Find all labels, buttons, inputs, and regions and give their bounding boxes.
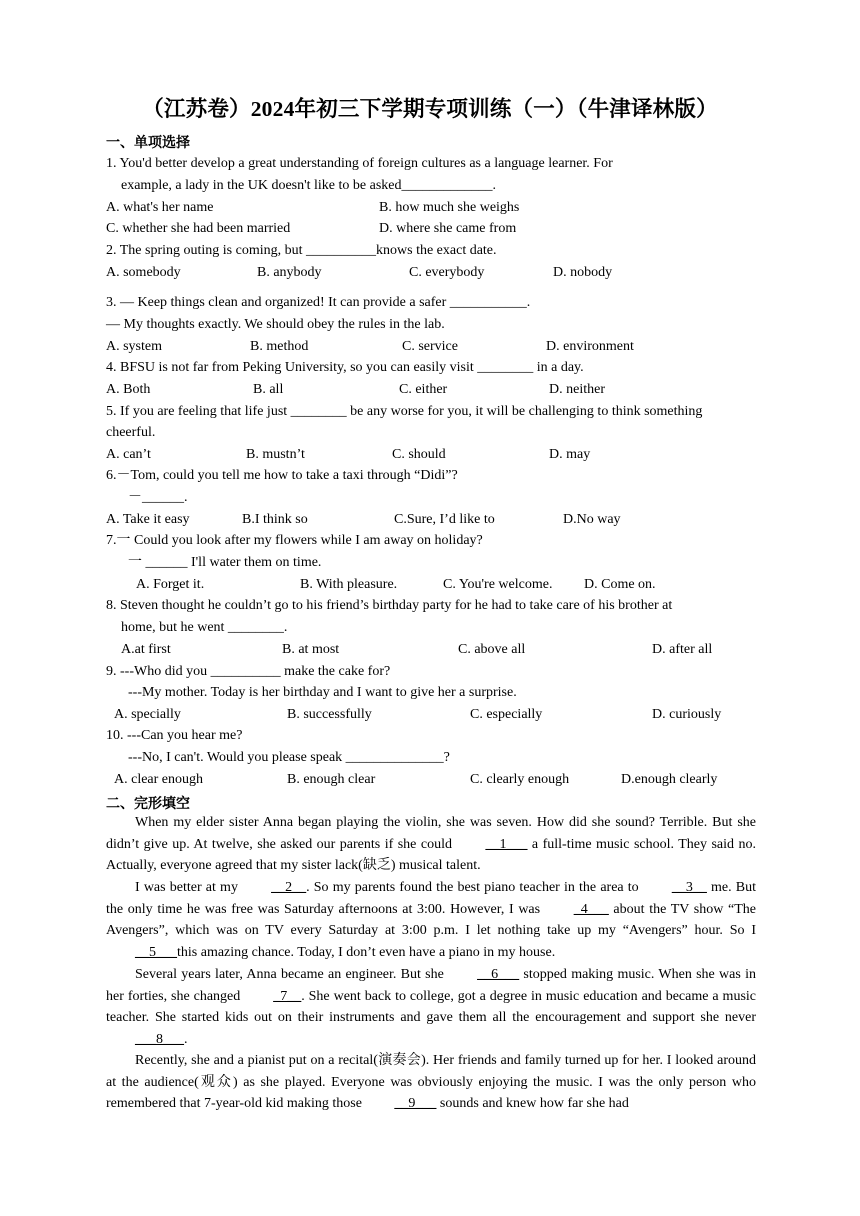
question-3-option-a: A. system xyxy=(106,339,162,354)
page-title: （江苏卷）2024年初三下学期专项训练（一）（牛津译林版） xyxy=(142,97,718,121)
cloze-blank-7: _7__ xyxy=(273,988,302,1004)
question-5-option-a: A. can’t xyxy=(106,447,151,462)
question-7-line-1: 7.一 Could you look after my flowers while I am away on holiday? xyxy=(106,533,483,548)
question-8-option-d: D. after all xyxy=(652,642,713,657)
question-9-option-b: B. successfully xyxy=(287,707,372,722)
question-8-options xyxy=(0,642,860,658)
question-6-options xyxy=(0,512,860,528)
cloze-blank-9: __9___ xyxy=(394,1096,437,1112)
question-9-option-d: D. curiously xyxy=(652,707,722,722)
question-5-line-2: cheerful. xyxy=(106,425,156,440)
question-7-option-d: D. Come on. xyxy=(584,577,656,592)
question-2-option-d: D. nobody xyxy=(553,265,613,280)
question-4-line-1: 4. BFSU is not far from Peking University, so you can easily visit ________ in a day. xyxy=(106,360,584,375)
paragraph-text: me. But the only time he was free was Saturday afternoons at 3:00. However, I was xyxy=(106,880,756,917)
paragraph-text: I was better at my xyxy=(135,880,243,895)
paragraph-text: about the TV show “The Avengers”, which was on TV every Saturday at 3:00 p.m. I let nothing take up my “Avengers” hour. So I xyxy=(106,901,757,939)
question-2-options xyxy=(0,265,860,281)
question-1-option-b: B. how much she weighs xyxy=(379,200,520,215)
paragraph-text: . xyxy=(184,1032,188,1048)
question-8-option-b: B. at most xyxy=(282,642,340,657)
question-2-option-c: C. everybody xyxy=(409,265,485,280)
question-10-option-a: A. clear enough xyxy=(114,772,204,787)
question-1-option-d: D. where she came from xyxy=(379,221,517,236)
question-1-options-row-2 xyxy=(0,221,860,237)
question-7-option-c: C. You're welcome. xyxy=(443,577,553,592)
paragraph-text: . She went back to college, got a degree in music education and became a music teacher. She started kids out on their instruments and gave them all the encouragement and support she never xyxy=(106,988,756,1026)
question-6-option-b: B.I think so xyxy=(242,512,308,527)
section-heading-multiple-choice: 一、单项选择 xyxy=(106,135,190,151)
question-7-option-a: A. Forget it. xyxy=(136,577,205,592)
cloze-paragraph-1 xyxy=(106,812,756,877)
paragraph-text: this amazing chance. Today, I don’t even have a piano in my house. xyxy=(177,945,556,961)
question-4-option-d: D. neither xyxy=(549,382,605,397)
cloze-paragraph-3 xyxy=(106,964,756,1051)
question-7-line-2: 一 ______ I'll water them on time. xyxy=(128,555,322,570)
question-9-line-2: ---My mother. Today is her birthday and I want to give her a surprise. xyxy=(128,685,517,700)
cloze-blank-4: _4___ xyxy=(573,901,609,917)
paragraph-text: When my elder sister Anna began playing the violin, she was seven. How did she sound? Terrible. But she didn’t give up. At twelve, she asked our parents if she could xyxy=(106,815,756,852)
cloze-blank-1: __1___ xyxy=(485,836,528,852)
question-8-line-1: 8. Steven thought he couldn’t go to his friend’s birthday party for he had to take care of his brother at xyxy=(106,598,673,613)
question-1-option-c: C. whether she had been married xyxy=(106,221,291,236)
question-1-line-2: example, a lady in the UK doesn't like to be asked_____________. xyxy=(121,178,496,193)
question-9-option-c: C. especially xyxy=(470,707,543,722)
paragraph-text: Several years later, Anna became an engineer. But she xyxy=(135,967,449,982)
question-8-option-a: A.at first xyxy=(121,642,171,657)
question-3-option-b: B. method xyxy=(250,339,309,354)
cloze-blank-2: __2__ xyxy=(271,880,307,895)
paragraph-text: a full-time music school. They said no. Actually, everyone agreed that my sister lack(缺乏) musical talent. xyxy=(106,836,756,874)
question-4-options xyxy=(0,382,860,398)
question-3-line-2: — My thoughts exactly. We should obey the rules in the lab. xyxy=(106,317,445,332)
question-10-option-d: D.enough clearly xyxy=(621,772,718,787)
question-8-line-2: home, but he went ________. xyxy=(121,620,288,635)
question-2-option-a: A. somebody xyxy=(106,265,181,280)
question-2-line-1: 2. The spring outing is coming, but __________knows the exact date. xyxy=(106,243,497,258)
question-7-option-b: B. With pleasure. xyxy=(300,577,398,592)
paragraph-text: stopped making music. When she was in her forties, she changed xyxy=(106,967,756,1004)
question-4-option-b: B. all xyxy=(253,382,284,397)
question-4-option-c: C. either xyxy=(399,382,448,397)
question-6-option-a: A. Take it easy xyxy=(106,512,190,527)
question-5-line-1: 5. If you are feeling that life just ________ be any worse for you, it will be challenging to think something xyxy=(106,404,703,419)
question-3-option-c: C. service xyxy=(402,339,458,354)
question-5-option-b: B. mustn’t xyxy=(246,447,305,462)
question-3-line-1: 3. — Keep things clean and organized! It can provide a safer ___________. xyxy=(106,295,531,310)
question-1-options-row-1 xyxy=(0,200,860,216)
question-9-line-1: 9. ---Who did you __________ make the cake for? xyxy=(106,664,391,679)
paragraph-text: sounds and knew how far she had xyxy=(436,1096,629,1112)
cloze-blank-3: __3__ xyxy=(671,880,707,895)
question-7-options xyxy=(0,577,860,593)
question-9-option-a: A. specially xyxy=(114,707,181,722)
cloze-blank-6: __6___ xyxy=(477,967,520,982)
question-2-option-b: B. anybody xyxy=(257,265,322,280)
question-5-option-d: D. may xyxy=(549,447,591,462)
question-10-option-c: C. clearly enough xyxy=(470,772,570,787)
question-10-line-2: ---No, I can't. Would you please speak ______________? xyxy=(128,750,450,765)
question-3-options xyxy=(0,339,860,355)
question-1-line-1: 1. You'd better develop a great understanding of foreign cultures as a language learner. For xyxy=(106,156,613,171)
question-5-options xyxy=(0,447,860,463)
question-6-line-2: －______. xyxy=(128,490,188,505)
paragraph-text: . So my parents found the best piano teacher in the area to xyxy=(306,880,643,895)
question-8-option-c: C. above all xyxy=(458,642,526,657)
cloze-blank-8: ___8___ xyxy=(135,1032,184,1048)
question-10-options xyxy=(0,772,860,788)
cloze-blank-5: __5___ xyxy=(135,945,177,961)
question-6-option-c: C.Sure, I’d like to xyxy=(394,512,495,527)
section-heading-cloze: 二、完形填空 xyxy=(106,796,190,812)
cloze-paragraph-4 xyxy=(106,1050,756,1115)
question-10-option-b: B. enough clear xyxy=(287,772,376,787)
question-6-option-d: D.No way xyxy=(563,512,621,527)
question-4-option-a: A. Both xyxy=(106,382,151,397)
paragraph-text: Recently, she and a pianist put on a recital(演奏会). Her friends and family turned up for her. I looked around at the audience(观众) as she played. Everyone was obviously enjoying the music. I was the only person who remembered that 7-year-old kid making those xyxy=(106,1053,756,1112)
question-10-line-1: 10. ---Can you hear me? xyxy=(106,728,243,743)
cloze-paragraph-2 xyxy=(106,877,756,964)
question-9-options xyxy=(0,707,860,723)
question-3-option-d: D. environment xyxy=(546,339,634,354)
question-5-option-c: C. should xyxy=(392,447,446,462)
question-6-line-1: 6.－Tom, could you tell me how to take a taxi through “Didi”? xyxy=(106,468,458,483)
question-1-option-a: A. what's her name xyxy=(106,200,214,215)
